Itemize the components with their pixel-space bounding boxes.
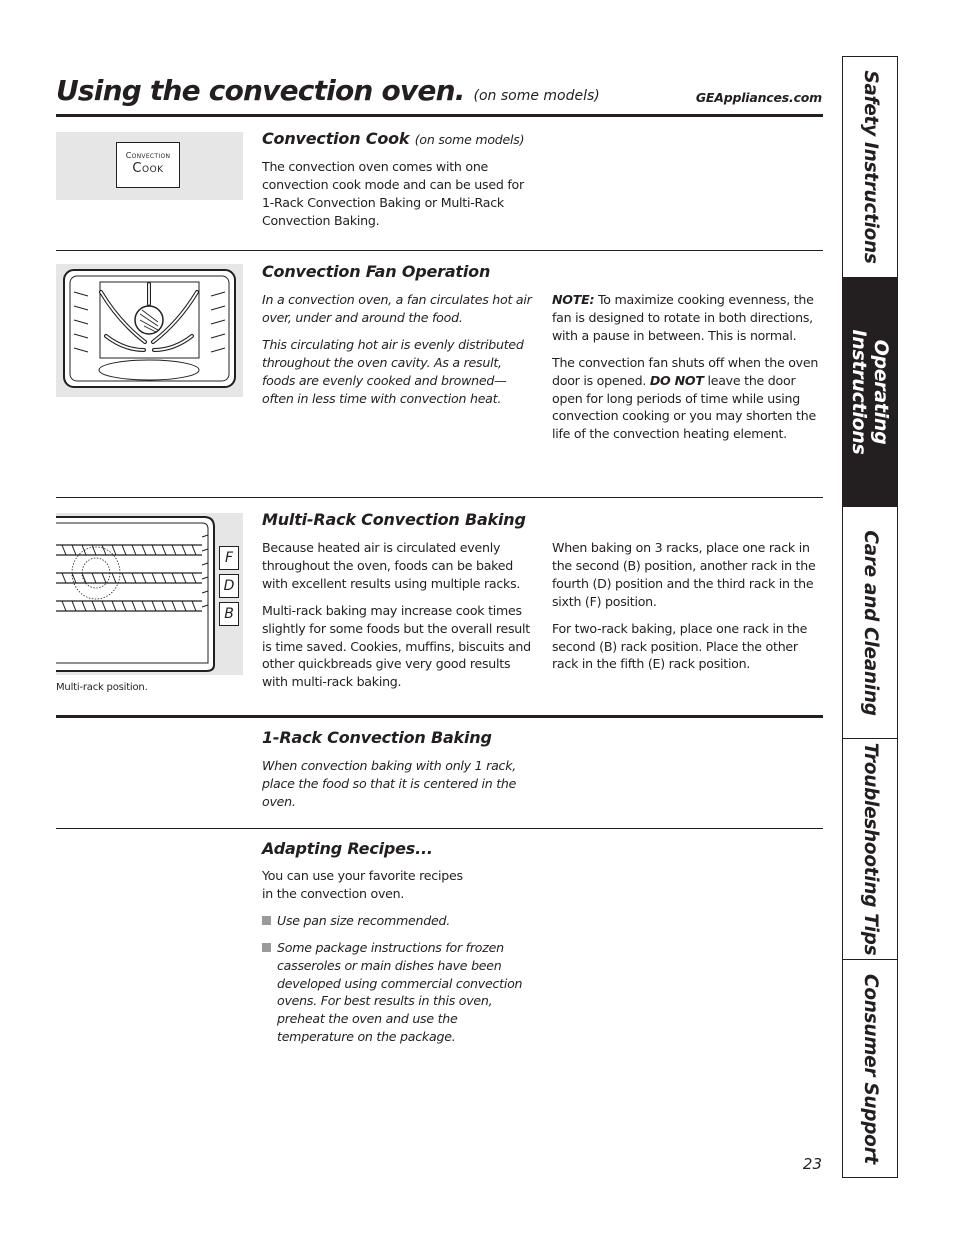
fan-shutoff-paragraph	[552, 354, 824, 444]
rack-label-b: B	[219, 602, 239, 626]
oven-rack-diagram-icon	[56, 513, 243, 675]
note-text: To maximize cooking evenness, the fan is designed to rotate in both directions, with a pause in between. This is normal.	[552, 292, 814, 343]
fan-operation-left-col	[262, 291, 538, 416]
tab-label: Operating Instructions	[848, 329, 892, 455]
tab-label: Consumer Support	[860, 973, 881, 1164]
tab-label: Troubleshooting Tips	[860, 742, 881, 956]
convection-cook-text	[262, 158, 537, 239]
one-rack-body: When convection baking with only 1 rack, place the food so that it is centered in the oven.	[262, 758, 517, 809]
one-rack-text	[262, 757, 530, 820]
multi-rack-left-col	[262, 539, 539, 700]
fan-operation-right-col	[552, 291, 824, 452]
multi-rack-caption: Multi-rack position.	[56, 682, 148, 693]
square-bullet-icon	[262, 943, 271, 952]
tab-care-and-cleaning[interactable]	[843, 507, 897, 739]
multi-rack-paragraph-4: For two-rack baking, place one rack in the second (B) rack position. Place the other rack in the fifth (E) rack position.	[552, 620, 808, 672]
tab-label: Care and Cleaning	[860, 529, 881, 716]
tab-troubleshooting-tips[interactable]	[843, 739, 897, 960]
section-rule	[56, 250, 823, 251]
multi-rack-paragraph-1: Because heated air is circulated evenly throughout the oven, foods can be baked with excellent results using multiple racks.	[262, 540, 521, 591]
convection-cook-image	[56, 132, 243, 200]
pad-label-line1: Convection	[125, 151, 171, 160]
multi-rack-paragraph-2: Multi-rack baking may increase cook times slightly for some foods but the overall result is time saved. Cookies, muffins, biscuits and other quickbreads give very good results with multi-rack baking.	[262, 602, 531, 690]
page-title	[56, 74, 600, 107]
shutoff-text-start: The convection fan shuts off when the oven door is opened.	[552, 354, 819, 388]
multi-rack-image	[56, 513, 243, 675]
fan-note-paragraph	[552, 291, 824, 345]
tab-label: Safety Instructions	[860, 70, 881, 264]
convection-cook-body: The convection oven comes with one convection cook mode and can be used for 1-Rack Convection Baking or Multi-Rack Convection Baking.	[262, 159, 524, 228]
multi-rack-paragraph-3: When baking on 3 racks, place one rack in the second (B) position, another rack in the fourth (D) position and the third rack in the sixth (F) position.	[552, 540, 816, 609]
adapting-recipes-text	[262, 867, 534, 1055]
tab-safety-instructions[interactable]	[843, 57, 897, 278]
adapting-recipes-heading: Adapting Recipes...	[262, 839, 433, 858]
rack-label-d: D	[219, 574, 239, 598]
pad-label-line2: Cook	[132, 161, 164, 176]
convection-cook-subtitle: (on some models)	[414, 132, 525, 147]
convection-cook-pad-icon	[116, 142, 180, 188]
square-bullet-icon	[262, 916, 271, 925]
list-item	[262, 912, 534, 930]
convection-fan-image	[56, 264, 243, 397]
oven-fan-airflow-icon	[56, 264, 243, 397]
section-rule	[56, 497, 823, 498]
rack-label-f: F	[219, 546, 239, 570]
site-link[interactable]: GEAppliances.com	[695, 90, 822, 105]
list-item	[262, 939, 524, 1046]
fan-paragraph-2: This circulating hot air is evenly distributed throughout the oven cavity. As a result, foods are evenly cooked and browned—often in less time with convection heat.	[262, 336, 524, 406]
adapting-recipes-body: You can use your favorite recipes in the convection oven.	[262, 868, 463, 901]
multi-rack-right-col	[552, 539, 824, 682]
header-rule	[56, 114, 823, 117]
page-title-subtitle: (on some models)	[473, 88, 600, 104]
section-rule	[56, 828, 823, 829]
fan-paragraph-1: In a convection oven, a fan circulates hot air over, under and around the food.	[262, 292, 532, 325]
page-title-text: Using the convection oven.	[56, 74, 465, 107]
one-rack-heading: 1-Rack Convection Baking	[262, 728, 492, 747]
note-label: NOTE:	[552, 292, 595, 307]
tab-operating-instructions[interactable]	[843, 278, 897, 507]
tab-consumer-support[interactable]	[843, 960, 897, 1177]
do-not-label: DO NOT	[649, 372, 704, 388]
convection-cook-heading	[262, 129, 524, 148]
multi-rack-heading: Multi-Rack Convection Baking	[262, 510, 526, 529]
section-rule	[56, 715, 823, 718]
shutoff-text-end: leave the door open for long periods of time while using convection cooking or you may shorten the life of the convection heating element.	[552, 372, 816, 442]
section-sidebar	[842, 56, 898, 1178]
page-number: 23	[802, 1155, 822, 1173]
bullet-text: Use pan size recommended.	[277, 912, 450, 928]
convection-cook-title: Convection Cook	[262, 129, 410, 148]
fan-operation-heading: Convection Fan Operation	[262, 262, 491, 281]
bullet-text: Some package instructions for frozen casseroles or main dishes have been developed using commercial convection ovens. For best results in this oven, preheat the oven and use the temperature on the package.	[277, 939, 523, 1045]
